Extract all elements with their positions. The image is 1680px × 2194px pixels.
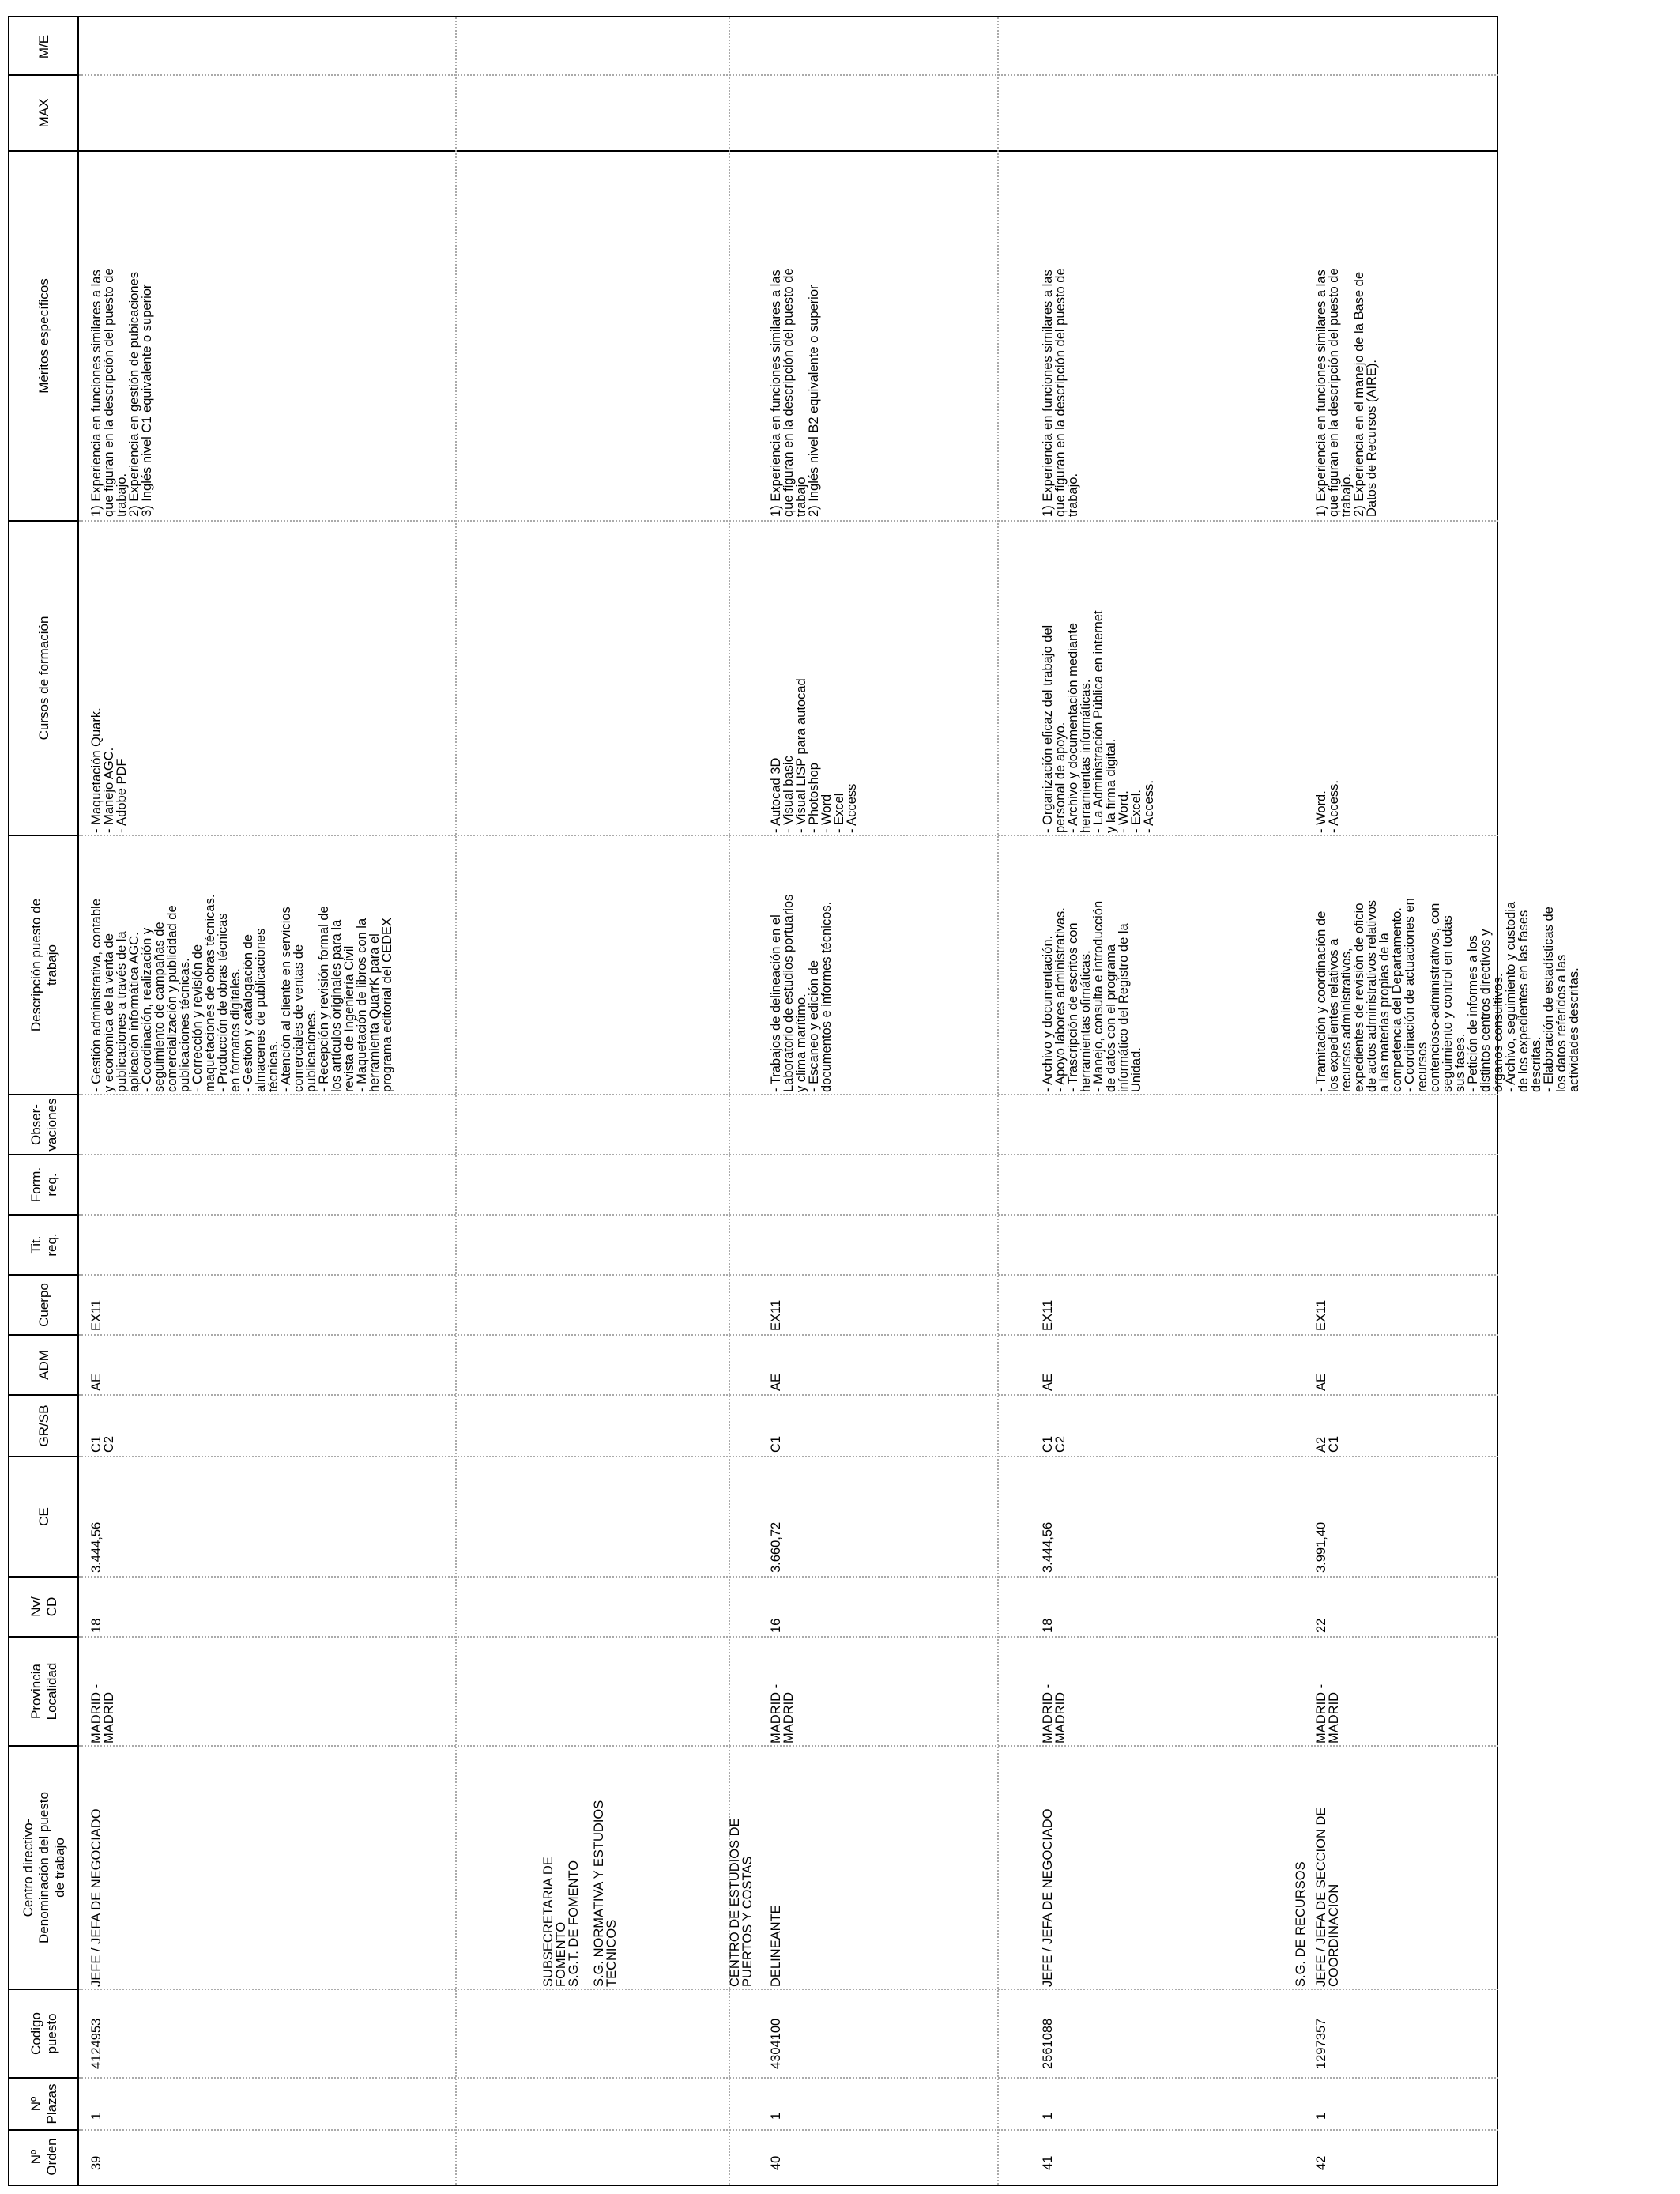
header-cursos [11, 522, 77, 835]
cursos-cell: - Word. - Access. [1314, 780, 1341, 833]
cursos-cell: - Organización eficaz del trabajo del personal de apoyo. - Archivo y documentación mediante herramientas informáticas. - La Administración Pública en internet y la firma digital. - Word. - Excel. - Access. [1041, 610, 1156, 833]
column-divider-body [79, 1576, 1498, 1578]
header-me-text: M/E [36, 34, 51, 59]
header-observaciones [11, 1095, 77, 1154]
denominacion-cell: JEFE / JEFA DE NEGOCIADO [1041, 1808, 1055, 1987]
denominacion-cell: JEFE / JEFA DE SECCION DE COORDINACION [1314, 1807, 1341, 1987]
header-observaciones-text: Obser- vaciones [28, 1098, 59, 1152]
cursos-cell: - Autocad 3D - Visual basic - Visual LISP para autocad - Photoshop - Word - Excel - Access [769, 678, 859, 833]
table-border-right [8, 16, 1498, 17]
header-descripcion-text: Descripción puesto de trabajo [28, 898, 59, 1032]
column-divider-header [8, 150, 79, 152]
column-divider-header [8, 835, 79, 836]
header-meritos-text: Méritos específicos [36, 278, 51, 394]
row-divider [455, 17, 457, 2185]
column-divider-body [79, 1456, 1498, 1457]
row-divider [997, 17, 999, 2185]
cuerpo-cell: EX11 [1041, 1299, 1055, 1331]
column-divider-header [8, 1456, 79, 1457]
plazas-cell: 1 [89, 2112, 104, 2120]
header-grupo-text: GR/SB [36, 1404, 51, 1447]
codigo-cell: 4304100 [769, 2018, 783, 2069]
cuerpo-cell: EX11 [1314, 1299, 1328, 1331]
orden-cell: 41 [1041, 2155, 1055, 2170]
codigo-cell: 1297357 [1314, 2018, 1328, 2069]
header-meritos [11, 152, 77, 520]
header-titulacion-text: Tit. req. [28, 1233, 59, 1257]
orden-cell: 39 [89, 2155, 104, 2170]
header-me [11, 19, 77, 74]
provincia-cell: MADRID - MADRID [89, 1683, 116, 1744]
adm-cell: AE [1314, 1373, 1328, 1391]
column-divider-header [8, 1989, 79, 1990]
header-max [11, 76, 77, 150]
grupo-cell: A2 C1 [1314, 1435, 1341, 1453]
table-border-top [8, 16, 9, 2186]
centro-section-cell: CENTRO DE ESTUDIOS DE PUERTOS Y COSTAS [728, 1818, 755, 1987]
header-max-text: MAX [36, 98, 51, 128]
column-divider-header [8, 1214, 79, 1216]
column-divider-header [8, 520, 79, 522]
denominacion-cell: JEFE / JEFA DE NEGOCIADO [89, 1808, 104, 1987]
centro-section-cell: S.G. DE RECURSOS [1294, 1861, 1308, 1987]
header-codigo-text: Codigo puesto [28, 2012, 59, 2055]
ce-cell: 3.991,40 [1314, 1521, 1328, 1573]
cursos-cell: - Maquetación Quark. - Manejo AGC. - Adobe PDF [89, 707, 129, 833]
column-divider-header [8, 1154, 79, 1155]
header-descripcion [11, 836, 77, 1094]
nivel-cell: 18 [89, 1618, 104, 1633]
column-divider-header [8, 1334, 79, 1336]
column-divider-header [8, 1094, 79, 1095]
cuerpo-cell: EX11 [89, 1299, 104, 1331]
cuerpo-cell: EX11 [769, 1299, 783, 1331]
meritos-cell: 1) Experiencia en funciones similares a las que figuran en la descripción del puesto de trabajo. 2) Experiencia en gestión de pubicaciones 3) Inglés nivel C1 equivalente o superior [89, 268, 154, 517]
meritos-cell: 1) Experiencia en funciones similares a las que figuran en la descripción del puesto de trabajo. 2) Experiencia en el manejo de la Base de Datos de Recursos (AIRE). [1314, 268, 1379, 517]
column-divider-body [79, 835, 1498, 836]
header-codigo [11, 1990, 77, 2077]
column-divider-body [79, 1334, 1498, 1336]
column-divider-body [79, 1274, 1498, 1276]
ce-cell: 3.444,56 [89, 1521, 104, 1573]
plazas-cell: 1 [1314, 2112, 1328, 2120]
adm-cell: AE [1041, 1373, 1055, 1391]
header-nivel-text: Nv/ CD [28, 1596, 59, 1617]
ce-cell: 3.660,72 [769, 1521, 783, 1573]
header-ce [11, 1457, 77, 1576]
header-orden-text: Nº Orden [28, 2138, 59, 2176]
column-divider-header [8, 1576, 79, 1578]
column-divider-header [8, 2077, 79, 2079]
vacancies-table [8, 16, 1581, 2186]
column-divider-body [79, 1636, 1498, 1638]
column-divider-body [79, 2129, 1498, 2131]
header-formacion-req-text: Form. req. [28, 1167, 59, 1203]
meritos-cell: 1) Experiencia en funciones similares a las que figuran en la descripción del puesto de trabajo 2) Inglés nivel B2 equivalente o superior [769, 268, 821, 517]
ce-cell: 3.444,56 [1041, 1521, 1055, 1573]
header-adm [11, 1336, 77, 1394]
header-cuerpo-text: Cuerpo [36, 1283, 51, 1327]
adm-cell: AE [89, 1373, 104, 1391]
centro-section-cell: SUBSECRETARIA DE FOMENTO S.G.T. DE FOMENTO [541, 1857, 581, 1987]
descripcion-cell: - Tramitación y coordinación de los expedientes relativos a recursos administrativos, expedientes de revisión de oficio de actos administrativos relativos a las materias propias de la competencia del Departamento. - Coordinación de actuaciones en recursos contencioso-administrativos, con seguimiento y control en todas sus fases. - Petición de informes a los distintos centros directivos y órganos consultivos. - Archivo, seguimiento y custodia de los expedientes en las fases descritas. - Elaboración de estadísticas de los datos referidos a las actividades descritas. [1314, 898, 1581, 1092]
grupo-cell: C1 [769, 1435, 783, 1453]
column-divider-header [8, 2129, 79, 2131]
meritos-cell: 1) Experiencia en funciones similares a las que figuran en la descripción del puesto de trabajo. [1041, 268, 1080, 517]
column-divider-body [79, 74, 1498, 76]
provincia-cell: MADRID - MADRID [1314, 1683, 1341, 1744]
column-divider-body [79, 1989, 1498, 1990]
header-orden [11, 2131, 77, 2183]
header-centro-text: Centro directivo- Denominación del puesto de trabajo [21, 1792, 67, 1943]
column-divider-body [79, 1745, 1498, 1747]
nivel-cell: 16 [769, 1618, 783, 1633]
provincia-cell: MADRID - MADRID [769, 1683, 796, 1744]
codigo-cell: 2561088 [1041, 2018, 1055, 2069]
column-divider-header [8, 1274, 79, 1276]
table-border-bottom [1497, 16, 1498, 2186]
grupo-cell: C1 C2 [1041, 1435, 1068, 1453]
nivel-cell: 18 [1041, 1618, 1055, 1633]
column-divider-body [79, 2077, 1498, 2079]
provincia-cell: MADRID - MADRID [1041, 1683, 1068, 1744]
header-nivel [11, 1578, 77, 1636]
centro-section-cell: S.G. NORMATIVA Y ESTUDIOS TECNICOS [592, 1800, 619, 1987]
orden-cell: 42 [1314, 2155, 1328, 2170]
header-cursos-text: Cursos de formación [36, 616, 51, 741]
column-divider-header [8, 1636, 79, 1638]
header-provincia [11, 1638, 77, 1745]
column-divider-body [79, 1214, 1498, 1216]
header-ce-text: CE [36, 1507, 51, 1526]
plazas-cell: 1 [769, 2112, 783, 2120]
column-divider-header [8, 1745, 79, 1747]
header-formacion-req [11, 1155, 77, 1214]
table-border-left [8, 2185, 1498, 2186]
header-underline [77, 16, 79, 2186]
adm-cell: AE [769, 1373, 783, 1391]
plazas-cell: 1 [1041, 2112, 1055, 2120]
column-divider-body [79, 1154, 1498, 1155]
nivel-cell: 22 [1314, 1618, 1328, 1633]
descripcion-cell: - Gestión administrativa, contable y económica de la venta de publicaciones a través de la aplicación informática AGC. - Coordinación, realización y seguimiento de campañas de comercialización y publicidad de publicaciones técnicas. - Corrección y revisión de maquetaciones de obras técnicas. - Producción de obras técnicas en formatos digitales. - Gestión y catalogación de almacenes de publicaciones técnicas. - Atención al cliente en servicios comerciales de ventas de publicaciones. - Recepción y revisión formal de los artículos originales para la revista de Ingeniería Civil - Maquetación de libros con la herramienta QuarrK para el programa editorial del CEDEX [89, 894, 394, 1092]
header-centro [11, 1747, 77, 1989]
column-divider-header [8, 74, 79, 76]
header-adm-text: ADM [36, 1350, 51, 1380]
column-divider-body [79, 1094, 1498, 1095]
column-divider-header [8, 1394, 79, 1396]
header-provincia-text: Provincia Localidad [28, 1662, 59, 1721]
column-divider-body [79, 520, 1498, 522]
header-titulacion [11, 1216, 77, 1274]
denominacion-cell: DELINEANTE [769, 1905, 783, 1987]
descripcion-cell: - Archivo y documentación. - Apoyo labores administrativas. - Trascripción de escritos con herramientas ofimáticas. - Manejo, consulta e introducción de datos con el programa informático del Registro de la Unidad. [1041, 900, 1143, 1092]
column-divider-body [79, 1394, 1498, 1396]
grupo-cell: C1 C2 [89, 1435, 116, 1453]
codigo-cell: 4124953 [89, 2018, 104, 2069]
header-plazas [11, 2079, 77, 2129]
orden-cell: 40 [769, 2155, 783, 2170]
header-plazas-text: Nº Plazas [28, 2083, 59, 2124]
header-grupo [11, 1396, 77, 1456]
header-cuerpo [11, 1276, 77, 1334]
descripcion-cell: - Trabajos de delineación en el Laboratorio de estudios portuarios y clima marítimo. - Escaneo y edición de documentos e informes técnicos. [769, 894, 834, 1092]
column-divider-body [79, 150, 1498, 152]
